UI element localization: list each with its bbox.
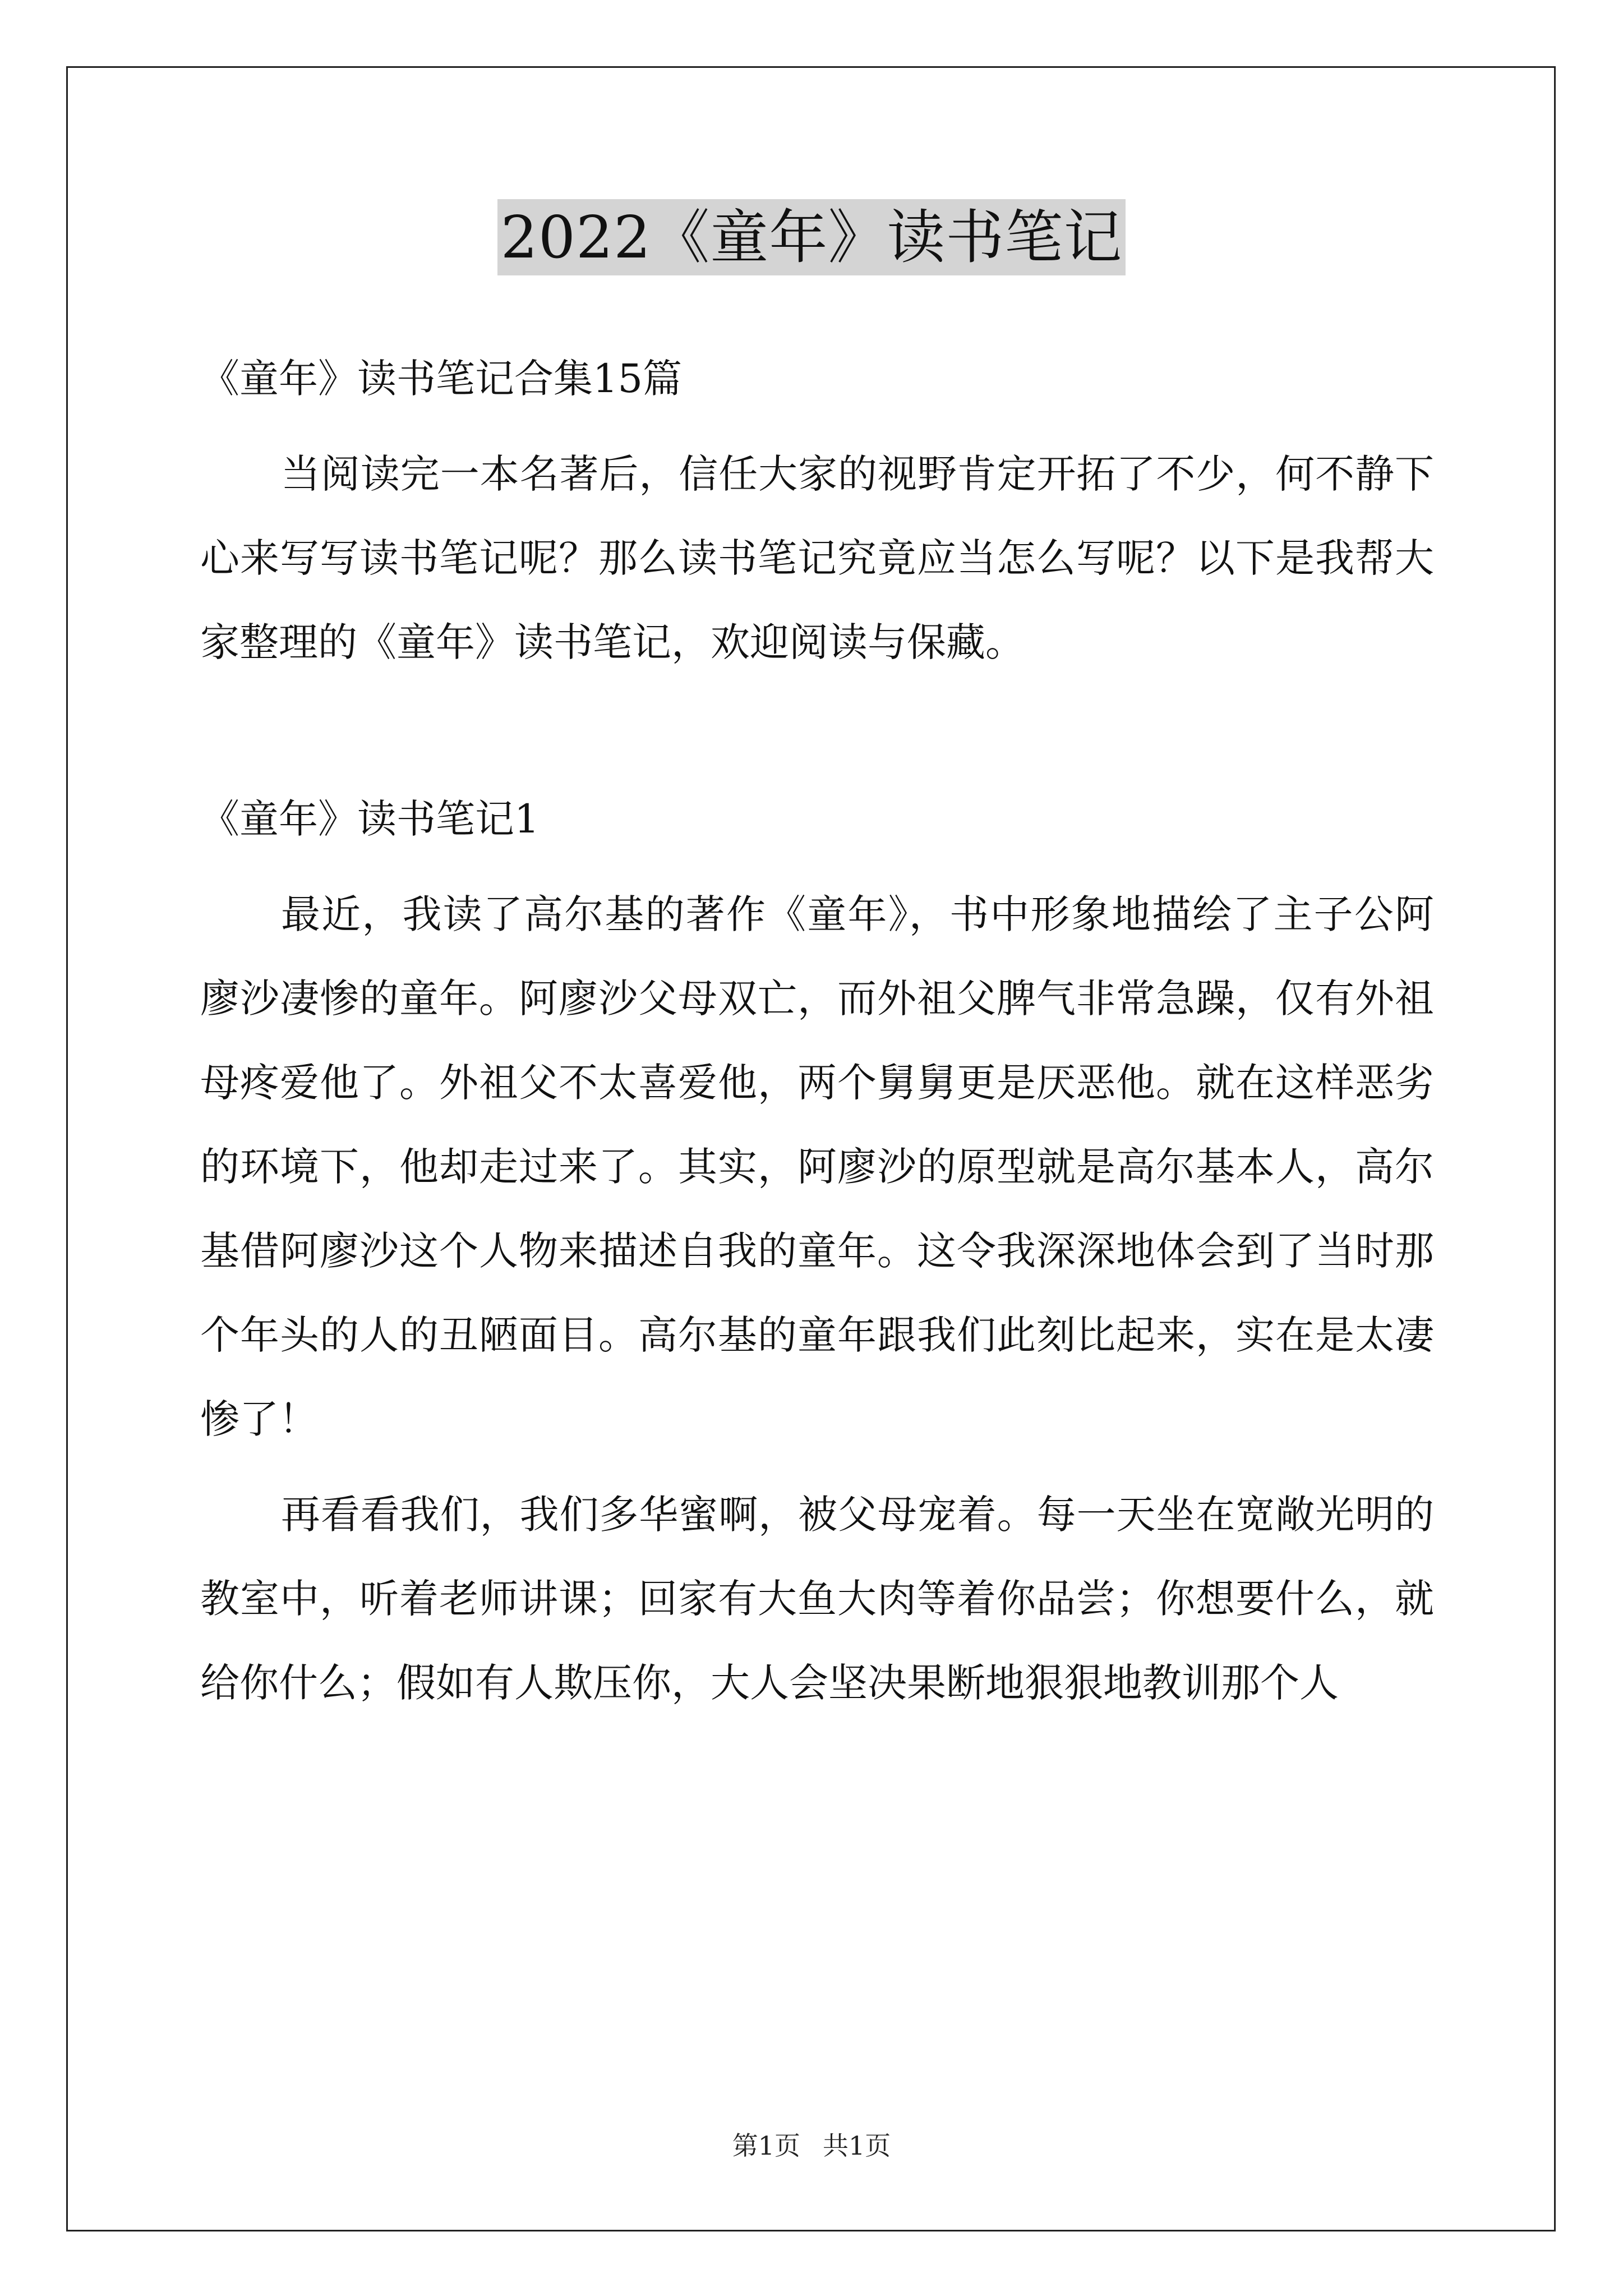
- page-number-current: 第1页: [732, 2131, 800, 2161]
- intro-paragraph: 当阅读完一本名著后，信任大家的视野肯定开拓了不少，何不静下心来写写读书笔记呢？那么读书笔记究竟应当怎么写呢？以下是我帮大家整理的《童年》读书笔记，欢迎阅读与保藏。: [200, 451, 1434, 665]
- body-paragraph-2: 再看看我们，我们多华蜜啊，被父母宠着。每一天坐在宽敞光明的教室中，听着老师讲课；回家有大鱼大肉等着你品尝；你想要什么，就给你什么；假如有人欺压你，大人会坚决果断地狠狠地教训那个人: [200, 1492, 1434, 1706]
- page-number-total: 共1页: [823, 2131, 891, 2161]
- page-footer: [0, 2129, 1623, 2162]
- title-container: [0, 199, 1623, 275]
- document-title: 2022《童年》读书笔记: [497, 199, 1126, 275]
- body-paragraph-1: 最近，我读了高尔基的著作《童年》，书中形象地描绘了主子公阿廖沙凄惨的童年。阿廖沙父母双亡，而外祖父脾气非常急躁，仅有外祖母疼爱他了。外祖父不太喜爱他，两个舅舅更是厌恶他。就在这样恶劣的环境下，他却走过来了。其实，阿廖沙的原型就是高尔基本人，高尔基借阿廖沙这个人物来描述自我的童年。这令我深深地体会到了当时那个年头的人的丑陋面目。高尔基的童年跟我们此刻比起来，实在是太凄惨了！: [200, 891, 1434, 1442]
- section-heading: 《童年》读书笔记1: [200, 796, 540, 842]
- document-body: [200, 337, 1434, 1736]
- document-subtitle: 《童年》读书笔记合集15篇: [200, 356, 683, 402]
